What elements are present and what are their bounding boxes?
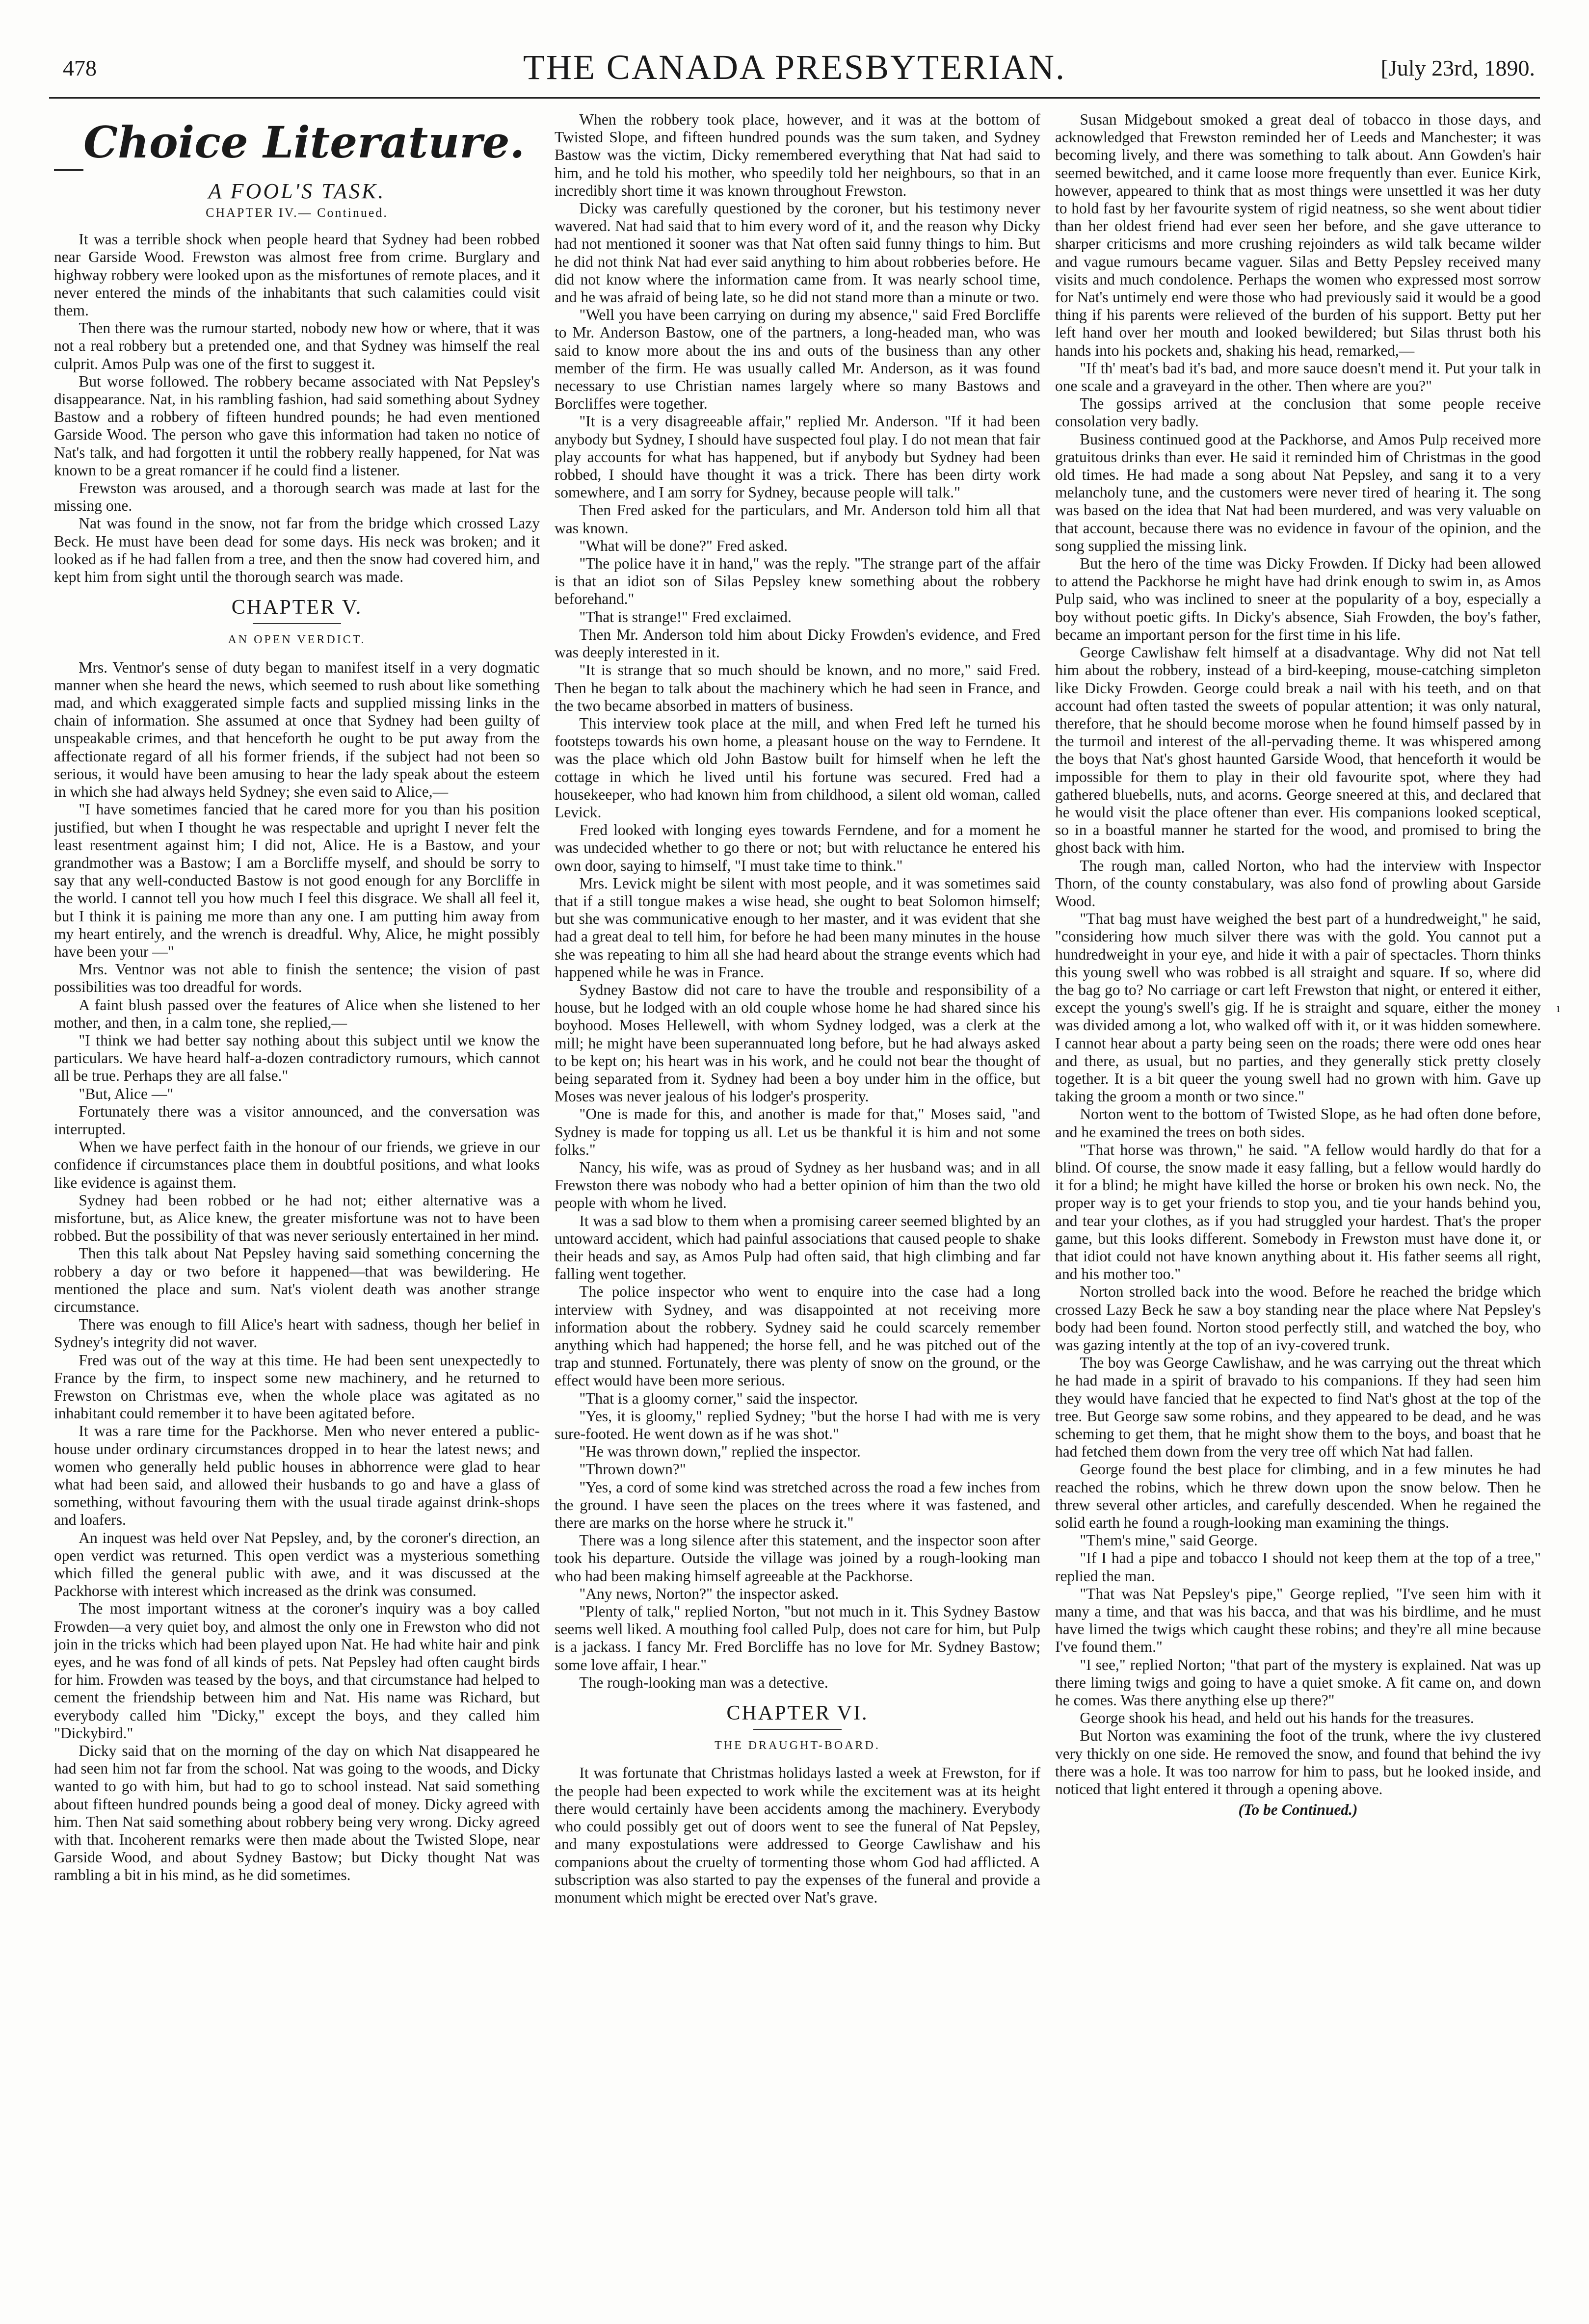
section-dash bbox=[54, 169, 83, 171]
paragraph: It was fortunate that Christmas holidays lasted a week at Frewston, for if the people had been expected to work while the excitement was at its height there would certainly have been accidents among the machinery. Everybody who could possibly get out of doors went to see the funeral of Nat Pepsley, and many expostulations were addressed to George Cawlishaw and his companions about the cruelty of tormenting those whom God had afflicted. A subscription was also started to pay the expenses of the funeral and provide a monument which might be erected over Nat's grave. bbox=[555, 1764, 1040, 1906]
paragraph: There was a long silence after this statement, and the inspector soon after took his departure. Outside the village was joined by a rough-looking man who had been making himself agreeable at the Packhorse. bbox=[555, 1532, 1040, 1585]
paragraph: When the robbery took place, however, and it was at the bottom of Twisted Slope, and fifteen hundred pounds was the sum taken, and Sydney Bastow was the victim, Dicky remembered everything that Nat had said to him, and he told his mother, who speedily told her neighbours, so that in an incredibly short time it was known throughout Frewston. bbox=[555, 111, 1040, 199]
paragraph: Mrs. Ventnor was not able to finish the sentence; the vision of past possibilities was too dreadful for words. bbox=[54, 961, 540, 996]
paragraph: George found the best place for climbing, and in a few minutes he had reached the robins, which he threw down upon the snow below. Then he threw several other articles, and carefully descended. When he regained the solid earth he found a rough-looking man examining the things. bbox=[1055, 1461, 1541, 1532]
paragraph: But the hero of the time was Dicky Frowden. If Dicky had been allowed to attend the Packhorse he might have had drink enough to swim in, as Amos Pulp said, who was inclined to sneer at the popularity of a boy, especially a boy without poetic gifts. In Dicky's absence, Siah Frowden, the boy's father, became an important person for the first time in his life. bbox=[1055, 555, 1541, 643]
paragraph: When we have perfect faith in the honour of our friends, we grieve in our confidence if circumstances place them in doubtful positions, and what looks like evidence is against them. bbox=[54, 1138, 540, 1191]
paragraph: "But, Alice —" bbox=[79, 1085, 174, 1102]
col2-part1 bbox=[555, 111, 1040, 1692]
col3-part1 bbox=[1055, 111, 1541, 1798]
paragraph: The rough man, called Norton, who had the interview with Inspector Thorn, of the county constabulary, was also fond of prowling about Garside Wood. bbox=[1055, 857, 1541, 910]
paragraph: This interview took place at the mill, and when Fred left he turned his footsteps towards his own home, a pleasant house on the way to Ferndene. It was the place which old John Bastow built for himself when he left the cottage in which he lived until his fortune was secured. Fred had a housekeeper, who had known him from childhood, a silent old woman, called Levick. bbox=[555, 714, 1040, 821]
paragraph: Dicky was carefully questioned by the coroner, but his testimony never wavered. Nat had said that to him every word of it, and the reason why Dicky had not mentioned it sooner was that Nat often said funny things to him. But he did not think Nat had ever said anything to him about robberies before. He did not know where the information came from. It was nearly school time, and he was afraid of being late, so he did not stand more than a minute or two. bbox=[555, 200, 1040, 306]
margin-mark: ı bbox=[1557, 1001, 1561, 1015]
paragraph: George shook his head, and held out his hands for the treasures. bbox=[1080, 1709, 1474, 1727]
paragraph: Norton strolled back into the wood. Before he reached the bridge which crossed Lazy Beck he saw a boy standing near the place where Nat Pepsley's body had been found. Norton stood perfectly still, and watched the boy, who was gazing intently at the top of an ivy-covered trunk. bbox=[1055, 1283, 1541, 1354]
paragraph: An inquest was held over Nat Pepsley, and, by the coroner's direction, an open verdict was returned. This open verdict was a mysterious something which filled the general public with awe, and it was discussed at the Packhorse with interest which increased as the drink was consumed. bbox=[54, 1529, 540, 1600]
paragraph: "That was Nat Pepsley's pipe," George replied, "I've seen him with it many a time, and that was his bacca, and that was his birdlime, and he must have limed the twigs which caught these robins; and they're all mine because I've found them." bbox=[1055, 1585, 1541, 1656]
col1-part2 bbox=[54, 659, 540, 1884]
paragraph: Business continued good at the Packhorse, and Amos Pulp received more gratuitous drinks than ever. He said it reminded him of Christmas in the good old times. He had made a song about Nat Pepsley, and sang it to a very melancholy tune, and the customers were never tired of hearing it. The song was based on the idea that Nat had been murdered, and was very valuable on that account, because there was no evidence in favour of the opinion, and the song supplied the missing link. bbox=[1055, 430, 1541, 554]
publication-title: THE CANADA PRESBYTERIAN. bbox=[523, 48, 1066, 87]
paragraph: It was a terrible shock when people heard that Sydney had been robbed near Garside Wood. Frewston was almost free from crime. Burglary and highway robbery were looked upon as the misfortunes of remote places, and it never entered the minds of the inhabitants that such calamities could visit them. bbox=[54, 231, 540, 319]
paragraph: George Cawlishaw felt himself at a disadvantage. Why did not Nat tell him about the robbery, instead of a bird-keeping, mouse-catching simpleton like Dicky Frowden. George could break a nail with his teeth, and on that account had often tasted the sweets of popular attention; it was only natural, therefore, that he should become morose when he found himself passed by in the turmoil and interest of the all-pervading theme. It was whispered among the boys that Nat's ghost haunted Garside Wood, that henceforth it would be impossible for them to play in their old favourite spot, where they had gathered bluebells, nuts, and acorns. George sneered at this, and declared that he would visit the place oftener than ever. His companions looked sceptical, so in a boastful manner he started for the wood, and promised to bring the ghost back with him. bbox=[1055, 644, 1541, 857]
paragraph: Then this talk about Nat Pepsley having said something concerning the robbery a day or two before it happened—that was bewildering. He mentioned the place and sum. Nat's violent death was another strange circumstance. bbox=[54, 1245, 540, 1315]
paragraph: "Yes, it is gloomy," replied Sydney; "but the horse I had with me is very sure-footed. He went down as if he was shot." bbox=[555, 1407, 1040, 1443]
paragraph: Sydney had been robbed or he had not; either alternative was a misfortune, but, as Alice knew, the greater misfortune was not to have been robbed. But the possibility of that was never seriously entertained in her mind. bbox=[54, 1191, 540, 1245]
paragraph: The most important witness at the coroner's inquiry was a boy called Frowden—a very quiet boy, and almost the only one in Frewston who did not join in the tricks which had been played upon Nat. He had white hair and pink eyes, and he was fond of all kinds of pets. Nat Pepsley had often caught birds for him. Frowden was teased by the boys, and that circumstance had helped to cement the friendship between him and Nat. His name was Richard, but everybody called him "Dicky," except the boys, and they called him "Dickybird." bbox=[54, 1600, 540, 1742]
paragraph: "He was thrown down," replied the inspector. bbox=[579, 1443, 861, 1461]
paragraph: "Them's mine," said George. bbox=[1080, 1532, 1258, 1549]
paragraph: Nancy, his wife, was as proud of Sydney as her husband was; and in all Frewston there was nobody who had a better opinion of him than the two old people with whom he lived. bbox=[555, 1158, 1040, 1212]
col2-part2 bbox=[555, 1764, 1040, 1906]
chapter-rule bbox=[253, 623, 341, 624]
paragraph: "Well you have been carrying on during my absence," said Fred Borcliffe to Mr. Anderson Bastow, one of the partners, a long-headed man, who was said to know more about the ins and outs of the business than any other member of the firm. He was usually called Mr. Anderson, as it was found necessary to use Christian names largely where so many Bastows and Borcliffes were together. bbox=[555, 306, 1040, 413]
issue-date: [July 23rd, 1890. bbox=[1380, 55, 1535, 80]
paragraph: "It is strange that so much should be known, and no more," said Fred. Then he began to talk about the machinery which he had seen in France, and the two became absorbed in matters of business. bbox=[555, 661, 1040, 714]
paragraph: The police inspector who went to enquire into the case had a long interview with Sydney, and was disappointed at not receiving more information about the robbery. Sydney said he could scarcely remember anything which had happened; the horse fell, and he was pitched out of the trap and stunned. Fortunately, there was plenty of snow on the ground, or the effect would have been more serious. bbox=[555, 1283, 1040, 1389]
paragraph: Fortunately there was a visitor announced, and the conversation was interrupted. bbox=[54, 1102, 540, 1138]
chapter-subtitle: AN OPEN VERDICT. bbox=[228, 633, 366, 647]
column-3 bbox=[1055, 111, 1541, 2289]
continued-note: (To be Continued.) bbox=[1238, 1801, 1358, 1819]
paragraph: The boy was George Cawlishaw, and he was carrying out the threat which he had made in a spirit of bravado to his companions. If they had seen him they would have fancied that he expected to find Nat's ghost at the top of the tree. But George saw some robins, and they appeared to be dead, and he was scheming to get them, that he might show them to the boys, and boast that he had fetched them down from the very tree off which Nat had fallen. bbox=[1055, 1354, 1541, 1461]
paragraph: Fred was out of the way at this time. He had been sent unexpectedly to France by the firm, to inspect some new machinery, and he returned to Frewston on Christmas eve, when the whole place was agitated as no inhabitant could remember it to have been agitated before. bbox=[54, 1351, 540, 1422]
paragraph: "Any news, Norton?" the inspector asked. bbox=[579, 1585, 839, 1602]
col1-part1 bbox=[54, 231, 540, 586]
paragraph: Frewston was aroused, and a thorough search was made at last for the missing one. bbox=[54, 479, 540, 515]
paragraph: "That is strange!" Fred exclaimed. bbox=[579, 608, 792, 626]
paragraph: "Thrown down?" bbox=[579, 1461, 686, 1478]
paragraph: "The police have it in hand," was the reply. "The strange part of the affair is that an idiot son of Silas Pepsley knew something about the robbery beforehand." bbox=[555, 555, 1040, 608]
chapter-title: CHAPTER V. bbox=[231, 596, 363, 619]
paragraph: A faint blush passed over the features of Alice when she listened to her mother, and then, in a calm tone, she replied,— bbox=[54, 996, 540, 1031]
story-title: A FOOL'S TASK. bbox=[208, 179, 386, 203]
paragraph: "It is a very disagreeable affair," replied Mr. Anderson. "If it had been anybody but Sydney, I should have suspected foul play. I do not mean that fair play accounts for what has happened, but if anybody but Sydney had been robbed, I should have thought it was a trick. There has been dirty work somewhere, and I am sorry for Sydney, because people will talk." bbox=[555, 413, 1040, 501]
paragraph: "I have sometimes fancied that he cared more for you than his position justified, but when I thought he was respectable and upright I never felt the least resentment against him; I did not, Alice. He is a Bastow, and your grandmother was a Bastow; I am a Borcliffe myself, and should be sorry to say that any well-conducted Bastow is not good enough for any Borcliffe in the world. I cannot tell you how much I feel this disgrace. We shall all feel it, but I think it is paining me more than any one. I am putting him away from my heart entirely, and the wrench is dreadful. Why, Alice, he might possibly have been your —" bbox=[54, 801, 540, 960]
paragraph: But Norton was examining the foot of the trunk, where the ivy clustered very thickly on one side. He removed the snow, and found that behind the ivy there was a hole. It was too narrow for him to pass, but he looked inside, and noticed that light entered it through a opening above. bbox=[1055, 1727, 1541, 1798]
paragraph: "If I had a pipe and tobacco I should not keep them at the top of a tree," replied the man. bbox=[1055, 1549, 1541, 1585]
paragraph: Fred looked with longing eyes towards Ferndene, and for a moment he was undecided whether to go there or not; but with reluctance he entered his own door, saying to himself, "I must take time to think." bbox=[555, 821, 1040, 874]
header-rule bbox=[49, 97, 1540, 99]
paragraph: "That is a gloomy corner," said the inspector. bbox=[579, 1389, 858, 1407]
paragraph: Susan Midgebout smoked a great deal of tobacco in those days, and acknowledged that Frewston reminded her of Leeds and Manchester; it was becoming lively, and there was something to talk about. Ann Gowden's hair seemed bewitched, and it came loose more frequently than ever. Eunice Kirk, however, appeared to think that as most things were unsettled it was her duty to hold fast by her favourite system of rigid neatness, so she went about tidier than her oldest friend had ever seen her before, and she gave utterance to sharper criticisms and more crushing rejoinders as wild talk became wilder and vague rumours became vaguer. Silas and Betty Pepsley received many visits and much condolence. Perhaps the women who expressed most sorrow for Nat's untimely end were those who had previously said it would be a good thing if his parents were relieved of the burden of his support. Betty put her left hand over her mouth and looked bewildered; but Silas thrust both his hands into his pockets and, shaking his head, remarked,— bbox=[1055, 111, 1541, 359]
paragraph: Norton went to the bottom of Twisted Slope, as he had often done before, and he examined the trees on both sides. bbox=[1055, 1105, 1541, 1141]
paragraph: "What will be done?" Fred asked. bbox=[579, 537, 788, 554]
paragraph: "I see," replied Norton; "that part of the mystery is explained. Nat was up there liming twigs and going to have a quiet smoke. A fit came on, and down he comes. Was there anything else up there?" bbox=[1055, 1656, 1541, 1709]
page-number: 478 bbox=[63, 55, 97, 80]
paragraph: It was a sad blow to them when a promising career seemed blighted by an untoward accident, which had painful associations that caused people to shake their heads and say, as Amos Pulp had often said, that high climbing and far falling went together. bbox=[555, 1212, 1040, 1283]
paragraph: "If th' meat's bad it's bad, and more sauce doesn't mend it. Put your talk in one scale and a graveyard in the other. Then where are you?" bbox=[1055, 359, 1541, 395]
chapter-subtitle: THE DRAUGHT-BOARD. bbox=[715, 1739, 880, 1752]
column-1 bbox=[54, 111, 540, 2289]
paragraph: Nat was found in the snow, not far from the bridge which crossed Lazy Beck. He must have been dead for some days. His neck was broken; and it looked as if he had fallen from a tree, and then the snow had covered him, and kept him from sight until the thorough search was made. bbox=[54, 515, 540, 586]
paragraph: Then Fred asked for the particulars, and Mr. Anderson told him all that was known. bbox=[555, 501, 1040, 537]
paragraph: "That horse was thrown," he said. "A fellow would hardly do that for a blind. Of course, the snow made it easy falling, but a fellow would hardly do it for a blind; he might have killed the horse or broken his own neck. No, the proper way is to get your friends to stop you, and tie your hands behind you, and tear your clothes, as if you had struggled your hardest. That's the proper game, but this looks different. Somebody in Frewston must have done it, or that idiot could not have known anything about it. His father seems all right, and his mother too." bbox=[1055, 1141, 1541, 1283]
paragraph: Sydney Bastow did not care to have the trouble and responsibility of a house, but he lodged with an old couple whose home he had shared since his boyhood. Moses Hellewell, with whom Sydney lodged, was a clerk at the mill; he might have been superannuated long before, but he had always asked to be kept on; his heart was in his work, and he could not bear the thought of being separated from it. Sydney had been a boy under him in the office, but Moses was never jealous of his lodger's prosperity. bbox=[555, 981, 1040, 1105]
chapter-rule bbox=[753, 1729, 842, 1730]
paragraph: The gossips arrived at the conclusion that some people receive consolation very badly. bbox=[1055, 395, 1541, 430]
paragraph: "One is made for this, and another is made for that," Moses said, "and Sydney is made for topping us all. Let us be thankful it is him and not some folks." bbox=[555, 1105, 1040, 1158]
paragraph: "I think we had better say nothing about this subject until we know the particulars. We have heard half-a-dozen contradictory rumours, which cannot all be true. Perhaps they are all false." bbox=[54, 1031, 540, 1085]
paragraph: Mrs. Levick might be silent with most people, and it was sometimes said that if a still tongue makes a wise head, she ought to beat Solomon himself; but she was communicative enough to her master, and it was evident that she had a great deal to tell him, for before he had been many minutes in the house she was repeating to him all she had heard about the strange events which had happened while he was in France. bbox=[555, 874, 1040, 981]
paragraph: There was enough to fill Alice's heart with sadness, though her belief in Sydney's integrity did not waver. bbox=[54, 1316, 540, 1351]
paragraph: It was a rare time for the Packhorse. Men who never entered a public-house under ordinary circumstances dropped in to hear the latest news; and women who generally held public houses in abhorrence were glad to hear what had been said, and allowed their husbands to go and have a glass of something, without favouring them with the usual tirade against drink-shops and loafers. bbox=[54, 1422, 540, 1529]
story-subtitle: CHAPTER IV.— Continued. bbox=[206, 206, 388, 220]
column-2 bbox=[555, 111, 1040, 2289]
paragraph: Dicky said that on the morning of the day on which Nat disappeared he had seen him not far from the school. Nat was going to the woods, and Dicky wanted to go with him, but had to go to school instead. Nat said something about fifteen hundred pounds being a good deal of money. Dicky agreed with him. Then Nat said something about robbery being very wrong. Dicky agreed with that. Incoherent remarks were then made about the Twisted Slope, near Garside Wood, and about Sydney Bastow; but Dicky thought Nat was rambling a bit in his mind, as he did sometimes. bbox=[54, 1742, 540, 1884]
paragraph: "Yes, a cord of some kind was stretched across the road a few inches from the ground. I have seen the places on the trees where it was fastened, and there are marks on the horse where he struck it." bbox=[555, 1478, 1040, 1532]
paragraph: Mrs. Ventnor's sense of duty began to manifest itself in a very dogmatic manner when she heard the news, which seemed to rush about like something mad, and which exaggerated simple facts and supplied missing links in the chain of information. She assumed at once that Sydney had been guilty of unspeakable crimes, and that henceforth he ought to be put away from the affectionate regard of all his former friends, if the subject had not been so serious, it would have been amusing to hear the lady speak about the esteem in which she had always held Sydney; she even said to Alice,— bbox=[54, 658, 540, 801]
paragraph: Then Mr. Anderson told him about Dicky Frowden's evidence, and Fred was deeply interested in it. bbox=[555, 626, 1040, 661]
paragraph: The rough-looking man was a detective. bbox=[579, 1673, 828, 1691]
section-title: Choice Literature. bbox=[83, 117, 525, 168]
paragraph: Then there was the rumour started, nobody new how or where, that it was not a real robbery but a pretended one, and that Sydney was himself the real culprit. Amos Pulp was one of the first to suggest it. bbox=[54, 319, 540, 372]
paragraph: "Plenty of talk," replied Norton, "but not much in it. This Sydney Bastow seems well liked. A mouthing fool called Pulp, does not care for him, but Pulp is a jackass. I fancy Mr. Fred Borcliffe has no love for Mr. Sydney Bastow; some love affair, I hear." bbox=[555, 1603, 1040, 1673]
chapter-title: CHAPTER VI. bbox=[726, 1702, 869, 1725]
paragraph: But worse followed. The robbery became associated with Nat Pepsley's disappearance. Nat, in his rambling fashion, had said something about Sydney Bastow and a robbery of fifteen hundred pounds; he had even mentioned Garside Wood. The person who gave this information had taken no notice of Nat's talk, and had forgotten it until the robbery really happened, for Nat was known to be a great romancer if he could find a listener. bbox=[54, 372, 540, 479]
paragraph: "That bag must have weighed the best part of a hundredweight," he said, "considering how much silver there was with the gold. You cannot put a hundredweight in your eye, and hide it with a pair of spectacles. Thorn thinks this young swell who was robbed is all straight and square. If so, where did the bag go to? No carriage or cart left Frewston that night, or entered it either, except the young's swell's gig. If he is straight and square, either the money was divided among a lot, who walked off with it, or it was hidden somewhere. I cannot hear about a party being seen on the roads; there were odd ones hear and there, as usual, but no parties, and they generally stick pretty closely together. It is a bit queer the young swell had no grown with him. Gave up taking the groom a month or two since." bbox=[1055, 910, 1541, 1105]
